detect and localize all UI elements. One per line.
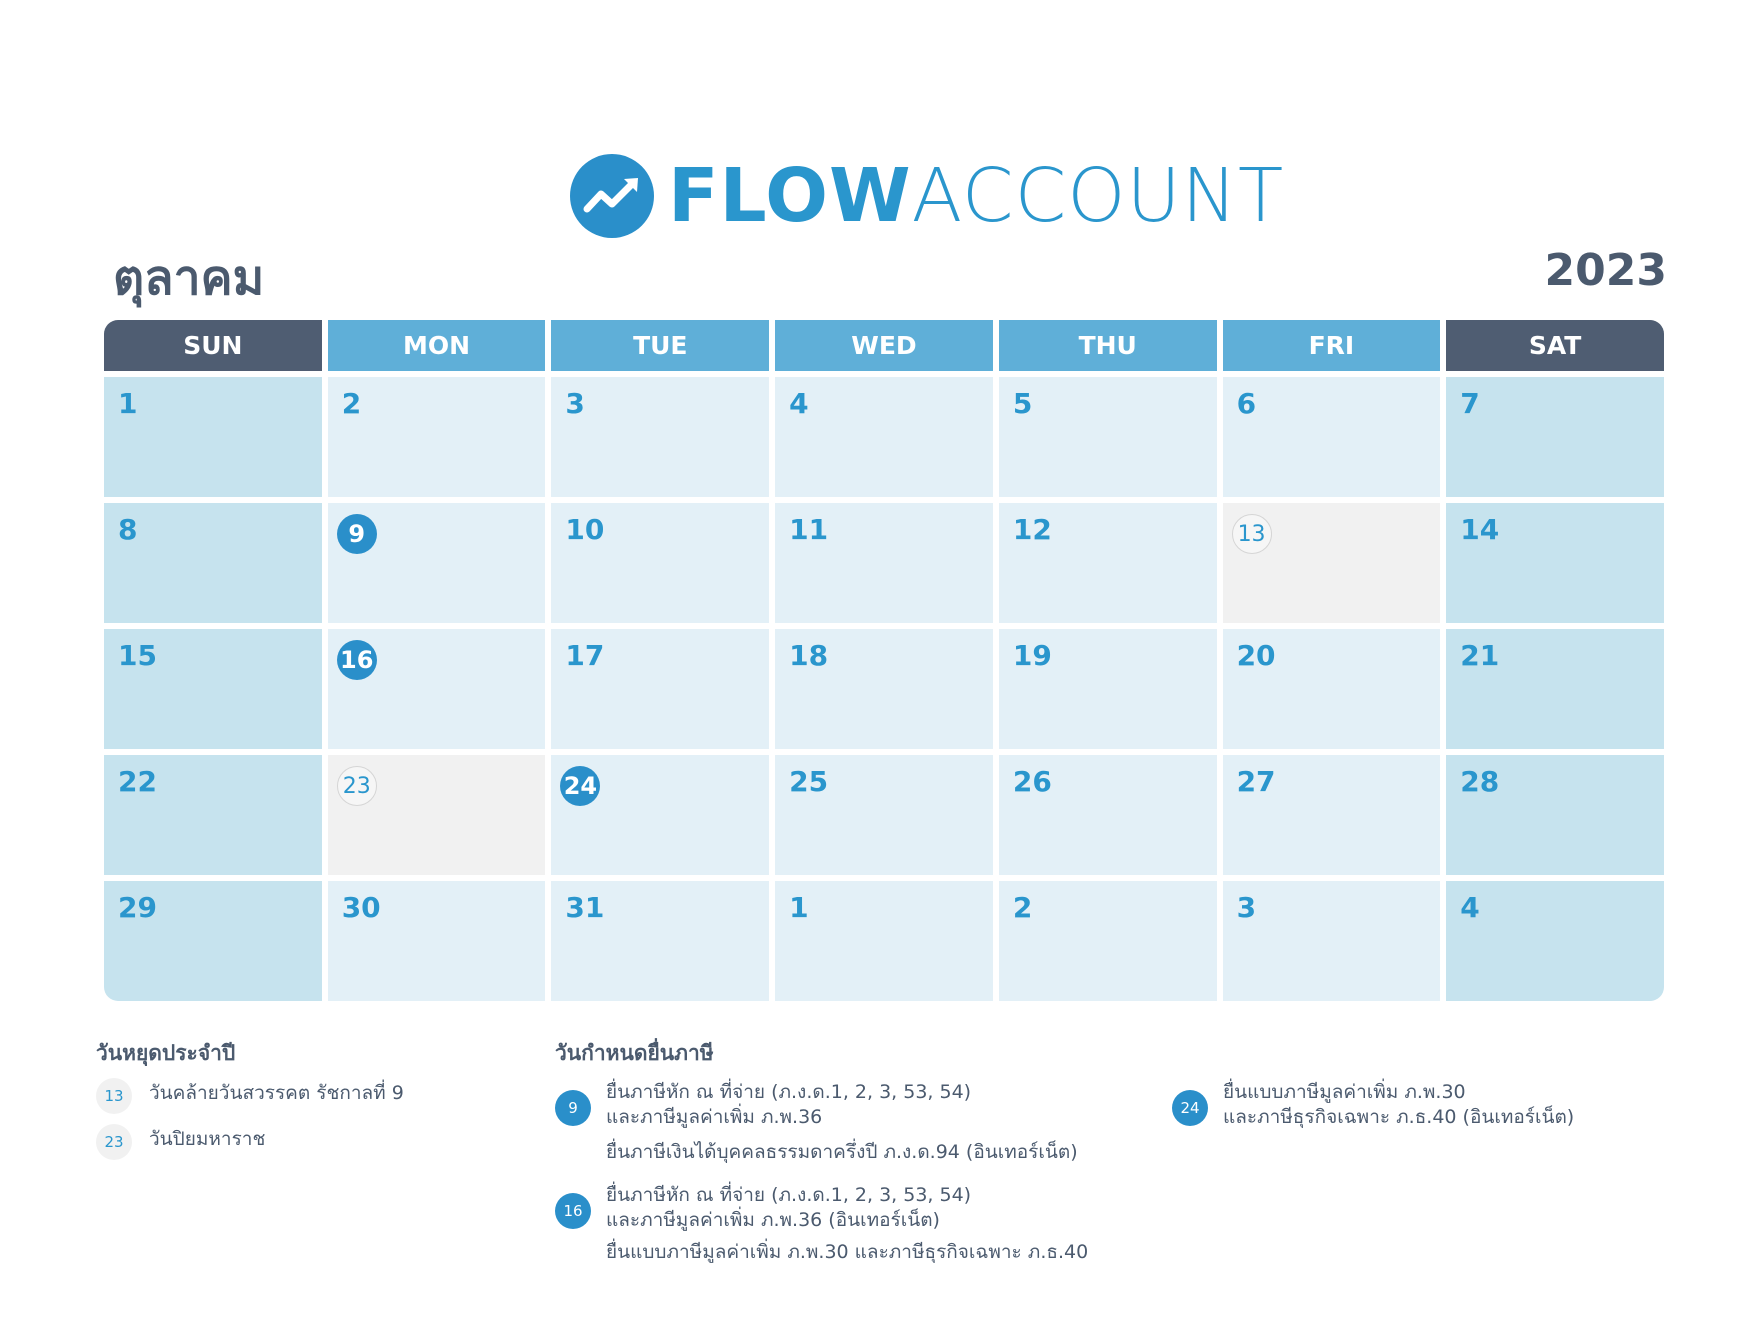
day-number: 8 [118, 513, 138, 546]
logo-word-flow: FLOW [668, 153, 912, 239]
day-number: 2 [341, 387, 362, 420]
day-number: 1 [118, 387, 138, 420]
day-number: 20 [1236, 639, 1276, 672]
deadline-line: ยื่นภาษีหัก ณ ที่จ่าย (ภ.ง.ด.1, 2, 3, 53, 54) [606, 1081, 972, 1103]
day-cell [1223, 503, 1441, 623]
deadline-line: และภาษีธุรกิจเฉพาะ ภ.ธ.40 (อินเทอร์เน็ต) [1223, 1106, 1575, 1128]
tax-deadline-day-number: 9 [337, 514, 377, 554]
day-number: 4 [789, 387, 809, 420]
day-cell [1223, 629, 1441, 749]
day-number: 21 [1460, 639, 1500, 672]
weekday-tue: TUE [551, 320, 769, 371]
day-cell [1223, 755, 1441, 875]
month-title: ตุลาคม [113, 250, 265, 306]
day-cell [551, 503, 769, 623]
day-cell [551, 755, 769, 875]
holiday-item [96, 1124, 265, 1160]
flowaccount-logo [570, 152, 1284, 240]
day-cell [328, 377, 546, 497]
day-number: 17 [565, 639, 605, 672]
day-number: 30 [341, 891, 381, 924]
day-cell [775, 629, 993, 749]
weekday-mon: MON [328, 320, 546, 371]
day-cell [999, 503, 1217, 623]
day-cell [775, 377, 993, 497]
day-cell [104, 755, 322, 875]
tax-deadline-day-number: 24 [560, 766, 600, 806]
holiday-text: วันคล้ายวันสวรรคต รัชกาลที่ 9 [149, 1082, 404, 1104]
deadline-day-badge: 24 [1172, 1090, 1208, 1126]
day-number: 2 [1012, 891, 1033, 924]
day-number: 3 [1236, 891, 1257, 924]
deadlines-title: วันกำหนดยื่นภาษี [555, 1041, 714, 1065]
day-cell [1446, 881, 1664, 1001]
day-number: 4 [1460, 891, 1480, 924]
day-cell [999, 881, 1217, 1001]
holiday-day-badge: 23 [96, 1124, 132, 1160]
deadline-line: และภาษีมูลค่าเพิ่ม ภ.พ.36 (อินเทอร์เน็ต) [606, 1209, 940, 1231]
day-number: 19 [1012, 639, 1052, 672]
day-number: 3 [565, 387, 585, 420]
day-number: 14 [1460, 513, 1500, 546]
weekday-wed: WED [775, 320, 993, 371]
day-cell [1446, 503, 1664, 623]
logo-word-account: ACCOUNT [911, 153, 1285, 239]
deadline-note: ยื่นแบบภาษีมูลค่าเพิ่ม ภ.พ.30 และภาษีธุรกิจเฉพาะ ภ.ธ.40 [606, 1241, 1089, 1263]
day-cell [104, 503, 322, 623]
day-cell [104, 629, 322, 749]
deadline-day-badge: 16 [555, 1193, 591, 1229]
day-cell [999, 377, 1217, 497]
day-cell [1223, 881, 1441, 1001]
day-number: 26 [1012, 765, 1052, 798]
weekday-sat: SAT [1446, 320, 1664, 371]
day-cell [328, 881, 546, 1001]
day-cell [1223, 377, 1441, 497]
day-cell [775, 503, 993, 623]
day-number: 1 [789, 891, 809, 924]
day-number: 22 [118, 765, 157, 798]
day-number: 5 [1012, 387, 1033, 420]
day-number: 18 [789, 639, 829, 672]
deadline-line: ยื่นภาษีหัก ณ ที่จ่าย (ภ.ง.ด.1, 2, 3, 53, 54) [606, 1184, 972, 1206]
holiday-item [96, 1078, 404, 1114]
day-number: 10 [565, 513, 605, 546]
day-cell [328, 629, 546, 749]
deadline-item [555, 1080, 971, 1130]
day-number: 31 [565, 891, 605, 924]
calendar-grid [104, 377, 1664, 1001]
weekday-thu: THU [999, 320, 1217, 371]
day-cell [104, 377, 322, 497]
day-cell [1446, 377, 1664, 497]
day-number: 7 [1460, 387, 1480, 420]
holiday-day-badge: 13 [96, 1078, 132, 1114]
deadline-line: และภาษีมูลค่าเพิ่ม ภ.พ.36 [606, 1106, 823, 1128]
day-cell [328, 503, 546, 623]
weekday-header [104, 320, 1664, 371]
day-cell [1446, 629, 1664, 749]
day-cell [999, 755, 1217, 875]
deadline-text [606, 1080, 971, 1130]
day-number: 15 [118, 639, 157, 672]
day-number: 27 [1236, 765, 1276, 798]
weekday-fri: FRI [1223, 320, 1441, 371]
day-cell [551, 377, 769, 497]
day-cell [104, 881, 322, 1001]
deadline-note: ยื่นภาษีเงินได้บุคคลธรรมดาครึ่งปี ภ.ง.ด.94 (อินเทอร์เน็ต) [606, 1141, 1078, 1163]
day-number: 12 [1012, 513, 1052, 546]
day-number: 25 [789, 765, 829, 798]
deadline-day-badge: 9 [555, 1090, 591, 1126]
year-title: 2023 [1544, 245, 1667, 296]
day-number: 29 [118, 891, 157, 924]
deadline-line: ยื่นแบบภาษีมูลค่าเพิ่ม ภ.พ.30 [1223, 1081, 1466, 1103]
day-number: 28 [1460, 765, 1500, 798]
day-cell [551, 881, 769, 1001]
holiday-day-number: 13 [1232, 514, 1272, 554]
deadline-text [606, 1183, 971, 1233]
day-cell [775, 755, 993, 875]
deadline-text [1223, 1080, 1574, 1130]
day-cell [775, 881, 993, 1001]
holiday-text: วันปิยมหาราช [149, 1128, 266, 1150]
day-cell [551, 629, 769, 749]
holiday-day-number: 23 [337, 766, 377, 806]
trend-chart-icon [570, 154, 654, 238]
day-number: 6 [1236, 387, 1257, 420]
deadline-item [1172, 1080, 1574, 1130]
holidays-title: วันหยุดประจำปี [96, 1041, 236, 1065]
deadline-item [555, 1183, 971, 1233]
calendar [104, 320, 1664, 1001]
logo-wordmark [668, 153, 1285, 239]
weekday-sun: SUN [104, 320, 322, 371]
day-cell [328, 755, 546, 875]
day-number: 11 [789, 513, 829, 546]
tax-deadline-day-number: 16 [337, 640, 377, 680]
day-cell [999, 629, 1217, 749]
day-cell [1446, 755, 1664, 875]
